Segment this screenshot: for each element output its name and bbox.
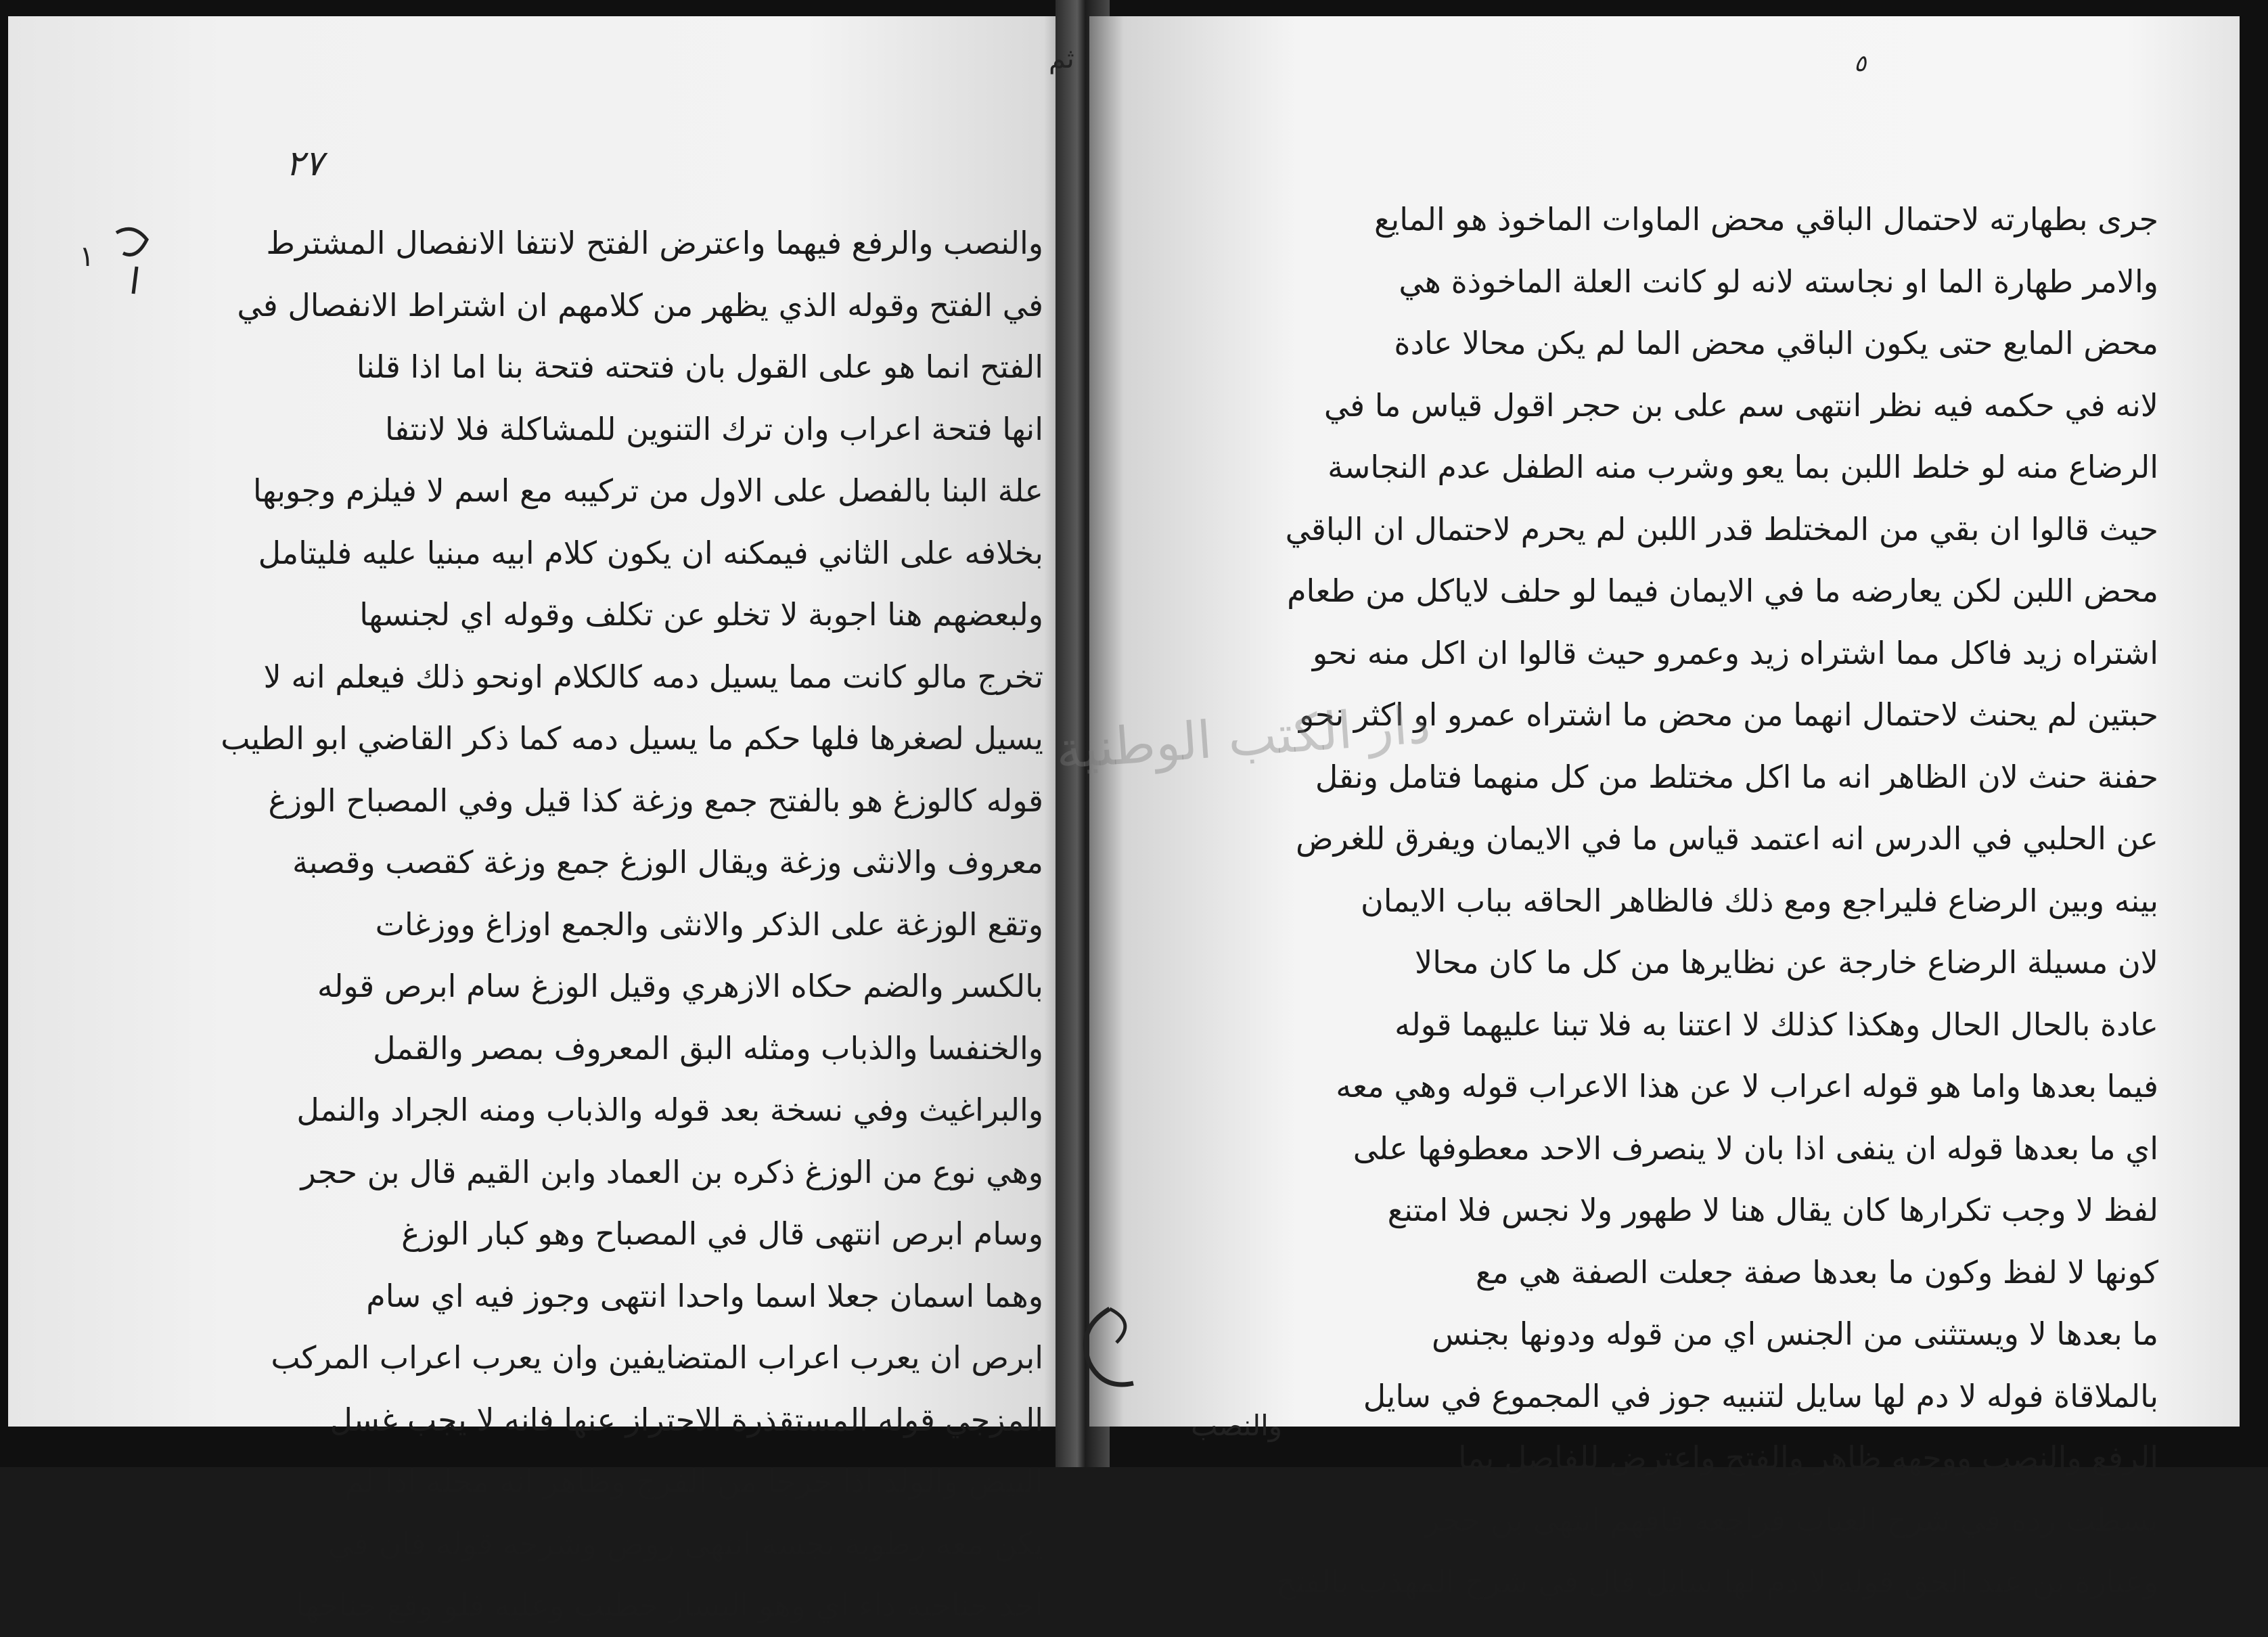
- manuscript-line: يسيل لصغرها فلها حكم ما يسيل دمه كما ذكر القاضي ابو الطيب: [221, 720, 1043, 757]
- manuscript-line: البيض والولد اذا خرجا من الفرج وظاهر انه محله اذا لم: [344, 1463, 1043, 1500]
- left-page: [8, 16, 1076, 1623]
- manuscript-line: وهي نوع من الوزغ ذكره بن العماد وابن القيم قال بن حجر: [300, 1153, 1043, 1190]
- manuscript-line: يكن معه رطوبة نجسة انتهى روض وشرحه قوله فان في: [327, 1525, 1043, 1562]
- manuscript-line: محض المايع حتى يكون الباقي محض الما لم يكن محالا عادة: [1394, 325, 2158, 361]
- manuscript-line: قوله كالوزغ هو بالفتح جمع وزغة كذا قيل وفي المصباح الوزغ: [268, 782, 1043, 819]
- manuscript-line: علة البنا بالفصل على الاول من تركيبه مع اسم لا فيلزم وجوبها: [252, 472, 1043, 509]
- manuscript-line: وتقع الوزغة على الذكر والانثى والجمع اوزاغ ووزغات: [375, 905, 1043, 943]
- manuscript-line: الفتح انما هو على القول بان فتحته فتحة بنا اما اذا قلنا: [356, 349, 1043, 385]
- manuscript-line: لفظ لا وجب تكرارها كان يقال هنا لا طهور ولا نجس فلا امتنع: [1387, 1192, 2158, 1228]
- manuscript-line: بخلافه على الثاني فيمكنه ان يكون كلام ابيه مبنيا عليه فليتامل: [258, 534, 1043, 571]
- left-page-number: ٢٧: [286, 143, 323, 184]
- manuscript-line: والامر طهارة الما او نجاسته لانه لو كانت العلة الماخوذة هي: [1399, 263, 2158, 300]
- manuscript-line: اشتراه زيد فاكل مما اشتراه زيد وعمرو حيث قالوا ان اكل منه نحو: [1312, 634, 2158, 671]
- manuscript-line: عن الحلبي في الدرس انه اعتمد قياس ما في الايمان ويفرق للغرض: [1296, 820, 2158, 857]
- manuscript-line: حفنة حنث لان الظاهر انه ما اكل مختلط من كل منهما فتامل ونقل: [1315, 758, 2158, 795]
- manuscript-line: معروف والانثى وزغة ويقال الوزغ جمع وزغة كقصب وقصبة: [292, 844, 1043, 880]
- manuscript-line: حيث قالوا ان بقي من المختلط قدر اللبن لم يحرم لاحتمال ان الباقي: [1285, 510, 2158, 547]
- manuscript-line: فيما بعدها واما هو قوله اعراب لا عن هذا الاعراب قوله وهي معه: [1336, 1068, 2158, 1104]
- manuscript-line: لان مسيلة الرضاع خارجة عن نظايرها من كل ما كان محالا: [1415, 944, 2158, 981]
- manuscript-line: والنصب والرفع فيهما واعترض الفتح لانتفا الانفصال المشترط: [266, 225, 1043, 261]
- manuscript-line: عادة بالحال الحال وهكذا كذلك لا اعتنا به فلا تبنا عليهما قوله: [1394, 1006, 2158, 1043]
- manuscript-line: والخنفسا والذباب ومثله البق المعروف بمصر والقمل: [373, 1029, 1043, 1067]
- right-page-number: ٥: [1854, 50, 1867, 77]
- manuscript-line: وسام ابرص انتهى قال في المصباح وهو كبار الوزغ: [401, 1215, 1043, 1252]
- manuscript-line: في الفتح وقوله الذي يظهر من كلامهم ان اشتراط الانفصال في: [237, 286, 1043, 323]
- manuscript-line: بسطت رده في شرح العباب فراجعه فافهم انتهى بن حجر: [1424, 1501, 2158, 1538]
- manuscript-line: تخرج مالو كانت مما يسيل دمه كالكلام اونحو ذلك فيعلم انه لا: [263, 658, 1043, 695]
- ink-flourish-icon: [1069, 1302, 1150, 1404]
- catchword: والنصب: [1191, 1409, 1283, 1442]
- manuscript-line: احد جناحيه داء اي وهو اليسار خطيب وعليه فلو وقع جناحها: [295, 1587, 1043, 1623]
- manuscript-line: ابرص ان يعرب اعراب المتضايفين وان يعرب اعراب المركب: [271, 1339, 1043, 1376]
- manuscript-line: وعبارة بن عبد الحق قوله لا دم لها سايل قال في شرح المهذب بالفتح: [1275, 1563, 2158, 1600]
- manuscript-line: انها فتحة اعراب وان ترك التنوين للمشاكلة فلا لانتفا: [384, 410, 1043, 447]
- left-marginal-note: ١: [79, 240, 95, 273]
- manuscript-line: والبراغيث وفي نسخة بعد قوله والذباب ومنه الجراد والنمل: [296, 1092, 1043, 1128]
- manuscript-line: ولبعضهم هنا اجوبة لا تخلو عن تكلف وقوله اي لجنسها: [359, 596, 1043, 633]
- margin-note-mark-icon: [110, 219, 157, 300]
- manuscript-line: بالكسر والضم حكاه الازهري وقيل الوزغ سام ابرص قوله: [317, 968, 1043, 1004]
- manuscript-line: حبتين لم يحنث لاحتمال انهما من محض ما اشتراه عمرو او اكثر نحو: [1298, 696, 2158, 733]
- manuscript-line: وهما اسمان جعلا اسما واحدا انتهى وجوز فيه اي سام: [366, 1277, 1043, 1314]
- manuscript-line: بالملاقاة فوله لا دم لها سايل لتنبيه جوز في المجموع في سايل: [1363, 1377, 2158, 1414]
- manuscript-line: الرضاع منه لو خلط اللبن بما يعو وشرب منه الطفل عدم النجاسة: [1328, 449, 2158, 485]
- manuscript-line: كونها لا لفظ وكون ما بعدها صفة جعلت الصفة هي مع: [1475, 1253, 2158, 1291]
- manuscript-line: محض اللبن لكن يعارضه ما في الايمان فيما لو حلف لاياكل من طعام: [1287, 573, 2158, 609]
- manuscript-line: بينه وبين الرضاع فليراجع ومع ذلك فالظاهر الحاقه بباب الايمان: [1361, 882, 2158, 919]
- manuscript-line: ما بعدها لا ويستثنى من الجنس اي من قوله ودونها بجنس: [1431, 1316, 2158, 1352]
- manuscript-line: جرى بطهارته لاحتمال الباقي محض الماوات الماخوذ هو المايع: [1374, 201, 2158, 238]
- right-page-text: [1177, 189, 2158, 1613]
- manuscript-line: لانه في حكمه فيه نظر انتهى سم على بن حجر اقول قياس ما في: [1323, 386, 2158, 424]
- library-watermark: دار الكتب الوطنية: [1053, 694, 1432, 781]
- manuscript-line: الرفع والنصب ووجهه ظاهر والفتح واعترض للفاصل بما: [1458, 1439, 2158, 1476]
- right-header-note: ثم: [1049, 43, 1074, 74]
- left-page-text: [221, 212, 1043, 1637]
- manuscript-line: المزجي قوله المستقذرة الاحتراز عنها فانه لا يجب غسل: [330, 1401, 1043, 1438]
- manuscript-line: اي ما بعدها قوله ان ينفى اذا بان لا ينصرف الاحد معطوفها على: [1353, 1129, 2158, 1167]
